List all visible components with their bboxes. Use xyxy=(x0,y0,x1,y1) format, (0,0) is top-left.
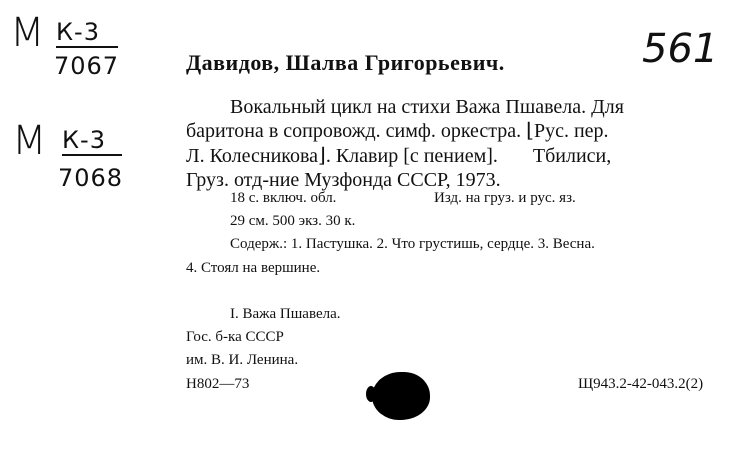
contents-line-2: 4. Стоял на вершине. xyxy=(186,260,321,276)
description-line-4: Груз. отд-ние Музфонда СССР, 1973. xyxy=(186,169,501,191)
handwritten-number-1: 7067 xyxy=(54,52,120,80)
description-line-3: Л. Колесникова⌋. Клавир [с пением]. Тбилиси, xyxy=(186,145,612,167)
description-line-1: Вокальный цикл на стихи Важа Пшавела. Для xyxy=(230,96,624,118)
tracing-item: I. Важа Пшавела. xyxy=(230,306,341,322)
author-heading: Давидов, Шалва Григорьевич. xyxy=(186,50,505,75)
handwritten-mark-1: М xyxy=(10,10,46,56)
library-line-2: им. В. И. Ленина. xyxy=(186,352,299,368)
classification-code: Щ943.2-42-043.2(2) xyxy=(578,376,704,392)
handwritten-code-2: К-3 xyxy=(62,126,122,156)
description-line-2: баритона в сопровожд. симф. оркестра. ⌊Рус. пер. xyxy=(186,120,609,142)
collation-languages: Изд. на груз. и рус. яз. xyxy=(434,190,576,206)
ink-blot xyxy=(372,372,430,420)
handwritten-page-mark: 561 xyxy=(642,26,719,72)
contents-line-1: Содерж.: 1. Пастушка. 2. Что грустишь, сердце. 3. Весна. xyxy=(230,236,595,252)
library-line-1: Гос. б-ка СССР xyxy=(186,329,284,345)
collation-pages: 18 с. включ. обл. xyxy=(230,190,337,206)
card-number: Н802—73 xyxy=(186,376,250,392)
handwritten-code-1: К-3 xyxy=(56,18,118,48)
handwritten-number-2: 7068 xyxy=(58,164,124,192)
handwritten-mark-2: М xyxy=(12,118,48,164)
collation-size: 29 см. 500 экз. 30 к. xyxy=(230,213,356,229)
